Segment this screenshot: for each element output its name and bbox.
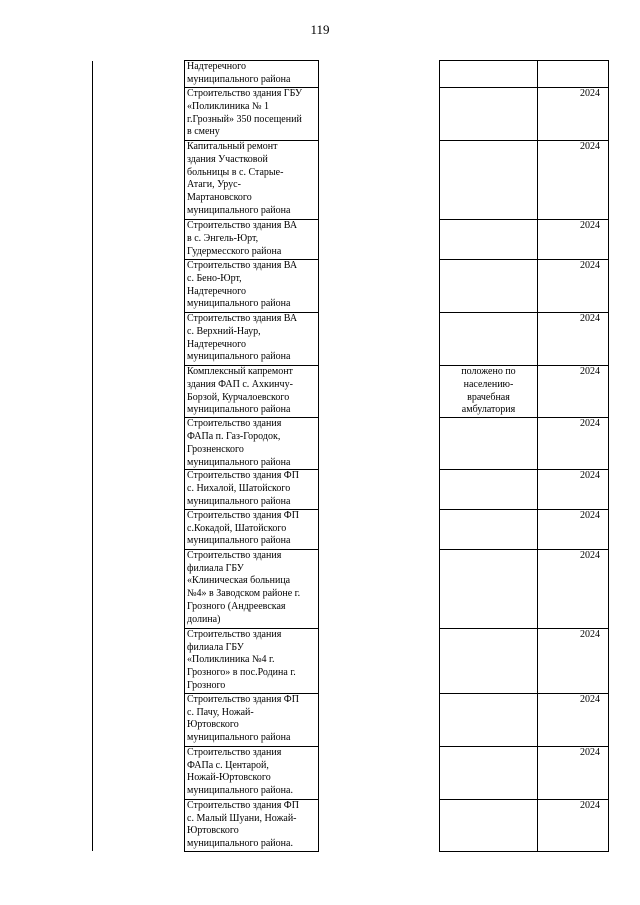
blank-cell [319,141,440,220]
page-number: 119 [310,22,330,37]
project-name-cell [185,366,319,418]
table-row [93,313,609,366]
year-text: 2024 [580,628,600,640]
note-cell [440,509,538,549]
year-cell [538,141,609,220]
year-text: 2024 [580,220,600,231]
project-name-text: Комплексный капремонт здания ФАП с. Ахкинчу- Борзой, Курчалоевского муниципального района [187,366,293,416]
project-name-text: Строительство здания филиала ГБУ «Клиническая больница №4» в Заводском районе г. Грозного (Андреевская долина) [187,549,301,625]
blank-cell [319,509,440,549]
table-row [93,88,609,141]
project-name-cell [185,313,319,366]
blank-cell [93,88,185,141]
blank-cell [93,509,185,549]
note-cell [440,61,538,88]
year-cell [538,799,609,851]
project-name-cell [185,470,319,509]
note-text: положено по населению- врачебная амбулатория [461,366,516,416]
blank-cell [319,313,440,366]
project-name-cell [185,418,319,470]
project-name-text: Строительство здания ВА с. Верхний-Наур, Надтеречного муниципального района [187,313,298,363]
table-row [93,260,609,313]
year-text: 2024 [580,88,600,99]
project-name-cell [185,141,319,220]
table-row [93,141,609,220]
blank-cell [319,746,440,799]
year-cell [538,509,609,549]
project-name-text: Строительство здания ВА с. Бено-Юрт, Надтеречного муниципального района [187,260,298,310]
table-row [93,220,609,260]
blank-cell [93,61,185,88]
table-row [93,746,609,799]
year-text: 2024 [580,746,600,758]
table-row [93,470,609,509]
project-name-text: Строительство здания ВА в с. Энгель-Юрт, Гудермесского района [187,220,298,257]
project-name-text: Строительство здания ФАПа п. Газ-Городок, Грозненского муниципального района [187,418,291,468]
project-name-cell [185,746,319,799]
year-text: 2024 [580,141,600,152]
year-cell [538,88,609,141]
blank-cell [319,799,440,851]
table-row [93,366,609,418]
year-text: 2024 [580,260,600,271]
year-cell [538,366,609,418]
year-cell [538,693,609,746]
year-cell [538,549,609,628]
blank-cell [319,220,440,260]
year-cell [538,628,609,693]
blank-cell [93,746,185,799]
table-row [93,509,609,549]
note-cell [440,418,538,470]
blank-cell [93,628,185,693]
blank-cell [319,470,440,509]
table-row [93,549,609,628]
project-name-cell [185,628,319,693]
project-name-cell [185,509,319,549]
note-cell [440,746,538,799]
year-text: 2024 [580,799,600,811]
project-name-text: Надтеречного муниципального района [187,61,291,85]
note-cell [440,260,538,313]
year-text: 2024 [580,509,600,521]
project-name-text: Строительство здания ГБУ «Поликлиника № 1 г.Грозный» 350 посещений в смену [187,88,303,138]
year-cell [538,220,609,260]
blank-cell [93,141,185,220]
year-cell [538,470,609,509]
blank-cell [319,693,440,746]
project-name-text: Строительство здания ФП с.Кокадой, Шатойского муниципального района [187,509,299,547]
note-cell [440,628,538,693]
project-name-cell [185,799,319,851]
table-row [93,693,609,746]
blank-cell [319,61,440,88]
note-cell [440,470,538,509]
note-cell [440,220,538,260]
year-text: 2024 [580,693,600,705]
year-cell [538,61,609,88]
blank-cell [93,366,185,418]
project-name-text: Строительство здания филиала ГБУ «Поликлиника №4 г. Грозного» в пос.Родина г. Грозного [187,628,296,691]
blank-cell [93,260,185,313]
project-name-text: Капитальный ремонт здания Участковой больницы в с. Старые- Атаги, Урус- Мартановского муниципального района [187,141,291,216]
project-name-cell [185,61,319,88]
note-cell [440,88,538,141]
blank-cell [319,366,440,418]
project-name-cell [185,220,319,260]
blank-cell [319,628,440,693]
project-name-cell [185,549,319,628]
project-name-text: Строительство здания ФП с. Пачу, Ножай- Юртовского муниципального района [187,693,299,744]
table-row [93,61,609,88]
note-cell [440,313,538,366]
blank-cell [93,799,185,851]
blank-cell [93,549,185,628]
blank-cell [319,88,440,141]
year-text: 2024 [580,549,600,561]
blank-cell [319,549,440,628]
blank-cell [319,260,440,313]
note-cell [440,799,538,851]
note-cell [440,549,538,628]
note-cell [440,693,538,746]
year-text: 2024 [580,470,600,482]
note-cell [440,366,538,418]
blank-cell [93,313,185,366]
project-name-text: Строительство здания ФАПа с. Центарой, Ножай-Юртовского муниципального района. [187,746,293,797]
project-name-cell [185,88,319,141]
year-cell [538,313,609,366]
projects-table [92,60,609,852]
project-name-cell [185,693,319,746]
year-cell [538,746,609,799]
project-name-text: Строительство здания ФП с. Малый Шуани, Ножай- Юртовского муниципального района. [187,799,299,850]
table-row [93,799,609,851]
table-row [93,628,609,693]
year-text: 2024 [580,418,600,430]
project-name-text: Строительство здания ФП с. Нихалой, Шатойского муниципального района [187,470,299,507]
year-text: 2024 [580,366,600,377]
table-row [93,418,609,470]
blank-cell [93,220,185,260]
note-cell [440,141,538,220]
blank-cell [93,418,185,470]
blank-cell [93,470,185,509]
blank-cell [319,418,440,470]
blank-cell [93,693,185,746]
project-name-cell [185,260,319,313]
year-text: 2024 [580,313,600,324]
year-cell [538,418,609,470]
year-cell [538,260,609,313]
